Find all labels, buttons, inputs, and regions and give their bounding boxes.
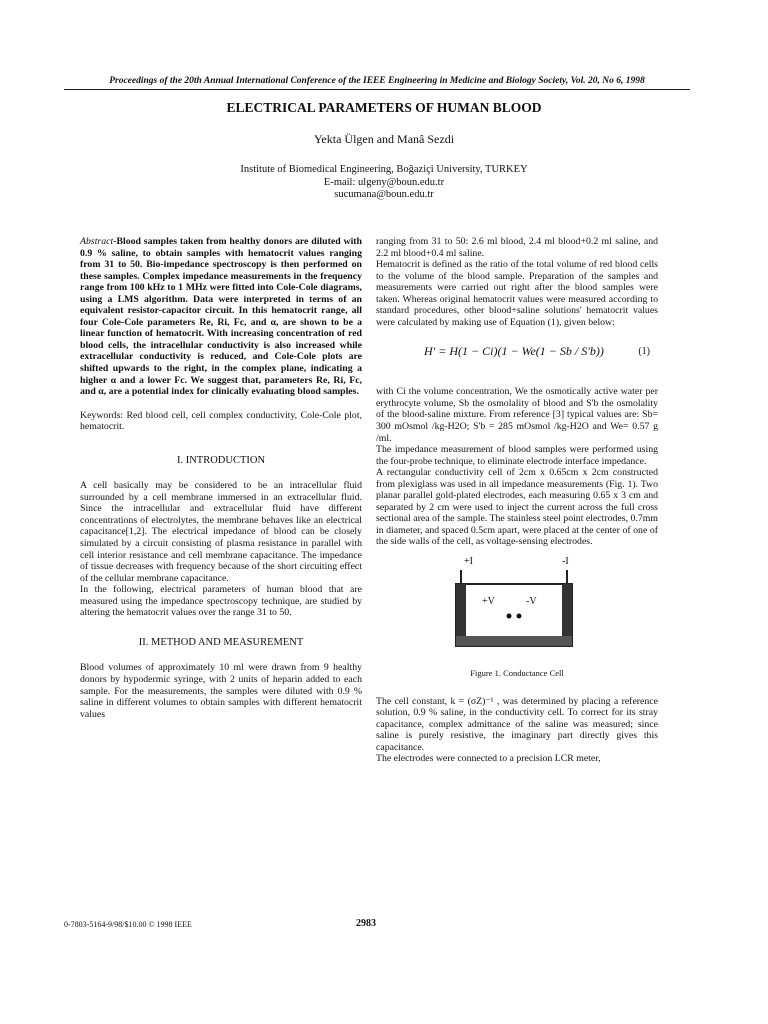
voltage-point-electrode-1 — [507, 614, 512, 619]
left-column — [80, 236, 362, 720]
intro-paragraph-1: A cell basically may be considered to be an intracellular fluid surrounded by a cell membrane immersed in an extracellular fluid. Since the intracellular and extracellular fluid have different concentrations of electrolytes, the membrane behaves like an electrical capacitance[1,2]. The electrical impedance of blood can be closely simulated by a circuit consisting of plasma resistance in parallel with cell interior resistance and cell membrane capacitance. The impedance of tissue decreases with frequency because of the short circuiting effect of the cellular membrane capacitance. — [80, 480, 362, 584]
right-paragraph-3: with Ci the volume concentration, We the osmotically active water per erythrocyte volume, Sb the osmolality of blood and S'b the osmolality of the blood-saline mixture. From reference [3] typical values are: Sb= 300 mOsmol /kg-H2O; S'b = 285 mOsmol /kg-H2O and We= 0.57 g /ml. — [376, 386, 658, 444]
right-paragraph-5: A rectangular conductivity cell of 2cm x 0.65cm x 2cm constructed from plexiglass was used in all impedance measurements (Fig. 1). Two planar parallel gold-plated electrodes, each measuring 0.65 x 3 cm and separated by 2 cm were used to inject the current across the full cross sectional area of the sample. The stainless steel point electrodes, 0.7mm in diameter, and spaced 0.5cm apart, were placed at the center of one of the side walls of the cell, as voltage-sensing electrodes. — [376, 467, 658, 548]
label-minus-i: -I — [562, 556, 569, 568]
email-2: sucumana@boun.edu.tr — [334, 189, 434, 200]
right-paragraph-2: Hematocrit is defined as the ratio of the total volume of red blood cells to the volume of the blood sample. Preparation of the samples and measurements were carried out right after the blood samples were taken. Whereas original hematocrit values were measured according to standard procedures, other blood+saline solutions' hematocrit values were calculated by making use of Equation (1), given below: — [376, 259, 658, 328]
copyright-footer: 0-7803-5164-9/98/$10.00 © 1998 IEEE — [64, 920, 192, 929]
abstract — [80, 236, 362, 398]
page-number: 2983 — [356, 918, 376, 929]
label-plus-i: +I — [464, 556, 473, 568]
conductance-cell-diagram — [376, 556, 658, 668]
institute: Institute of Biomedical Engineering, Boğaziçi University, TURKEY — [240, 164, 528, 175]
right-paragraph-4: The impedance measurement of blood samples were performed using the four-probe technique, to eliminate electrode interface impedance. — [376, 444, 658, 467]
equation-number: (1) — [638, 346, 650, 358]
keywords: Keywords: Red blood cell, cell complex conductivity, Cole-Cole plot, hematocrit. — [80, 409, 362, 433]
figure-1 — [376, 556, 658, 668]
paper-title: ELECTRICAL PARAMETERS OF HUMAN BLOOD — [226, 100, 542, 115]
voltage-point-electrode-2 — [517, 614, 522, 619]
affiliation — [0, 164, 768, 202]
email-1: E-mail: ulgeny@boun.edu.tr — [323, 176, 445, 188]
right-column — [376, 236, 658, 765]
running-head: Proceedings of the 20th Annual International Conference of the IEEE Engineering in Medicine and Biology Society, Vol. 20, No 6, 1998 — [109, 76, 645, 86]
intro-paragraph-2: In the following, electrical parameters of human blood that are measured using the impedance spectroscopy technique, are studied by altering the hematocrit values over the range 31 to 50. — [80, 584, 362, 619]
right-paragraph-7: The electrodes were connected to a precision LCR meter, — [376, 753, 601, 765]
right-paragraph-6: The cell constant, k = (σZ)⁻¹ , was determined by placing a reference solution, 0.9 % saline, in the conductivity cell. To correct for its stray capacitance, complex admittance of the saline was measured; since saline is purely resistive, the imaginary part directly gives this capacitance. — [376, 695, 658, 753]
equation-1 — [376, 332, 658, 380]
equation-formula: H′ = H(1 − Ci)(1 − We(1 − Sb / S′b)) — [424, 344, 604, 359]
method-heading: II. METHOD AND MEASUREMENT — [138, 636, 304, 648]
method-paragraph-1: Blood volumes of approximately 10 ml were drawn from 9 healthy donors by hypodermic syringe, with 2 units of heparin added to each sample. For the measurements, the samples were diluted with 0.9 % saline in different volumes to obtain samples with different hematocrit values — [80, 662, 362, 720]
header-rule — [64, 89, 690, 90]
right-paragraph-1: ranging from 31 to 50: 2.6 ml blood, 2.4 ml blood+0.2 ml saline, and 2.2 ml blood+0.4 ml saline. — [376, 236, 658, 259]
intro-heading: I. INTRODUCTION — [176, 454, 266, 466]
authors: Yekta Ülgen and Manâ Sezdi — [313, 132, 455, 146]
label-minus-v: -V — [526, 596, 537, 608]
cell-base — [456, 636, 572, 646]
figure-caption: Figure 1. Conductance Cell — [470, 668, 564, 679]
label-plus-v: +V — [482, 596, 495, 608]
abstract-lead: Abstract — [80, 236, 114, 247]
abstract-text: -Blood samples taken from healthy donors are diluted with 0.9 % saline, to obtain samples with hematocrit values ranging from 31 to 50. Bio-impedance spectroscopy is then performed on these samples. Complex impedance measurements in the frequency range from 100 kHz to 1 MHz were fitted into Cole-Cole diagrams, using a LMS algorithm. Data were interpreted in terms of an equivalent resistor-capacitor circuit. In this hematocrit range, all four Cole-Cole parameters Re, Ri, Fc, and α, are shown to be a linear function of hematocrit. With increasing concentration of red blood cells, the intracellular conductivity is also increased while extracellular conductivity is reduced, and Cole-Cole plots are shifted upwards to the right, in the complex plane, indicating a higher α and a lower Fc. We suggest that, parameters Re, Ri, Fc, and α, are a potential index for clinically evaluating blood samples. — [80, 236, 362, 398]
